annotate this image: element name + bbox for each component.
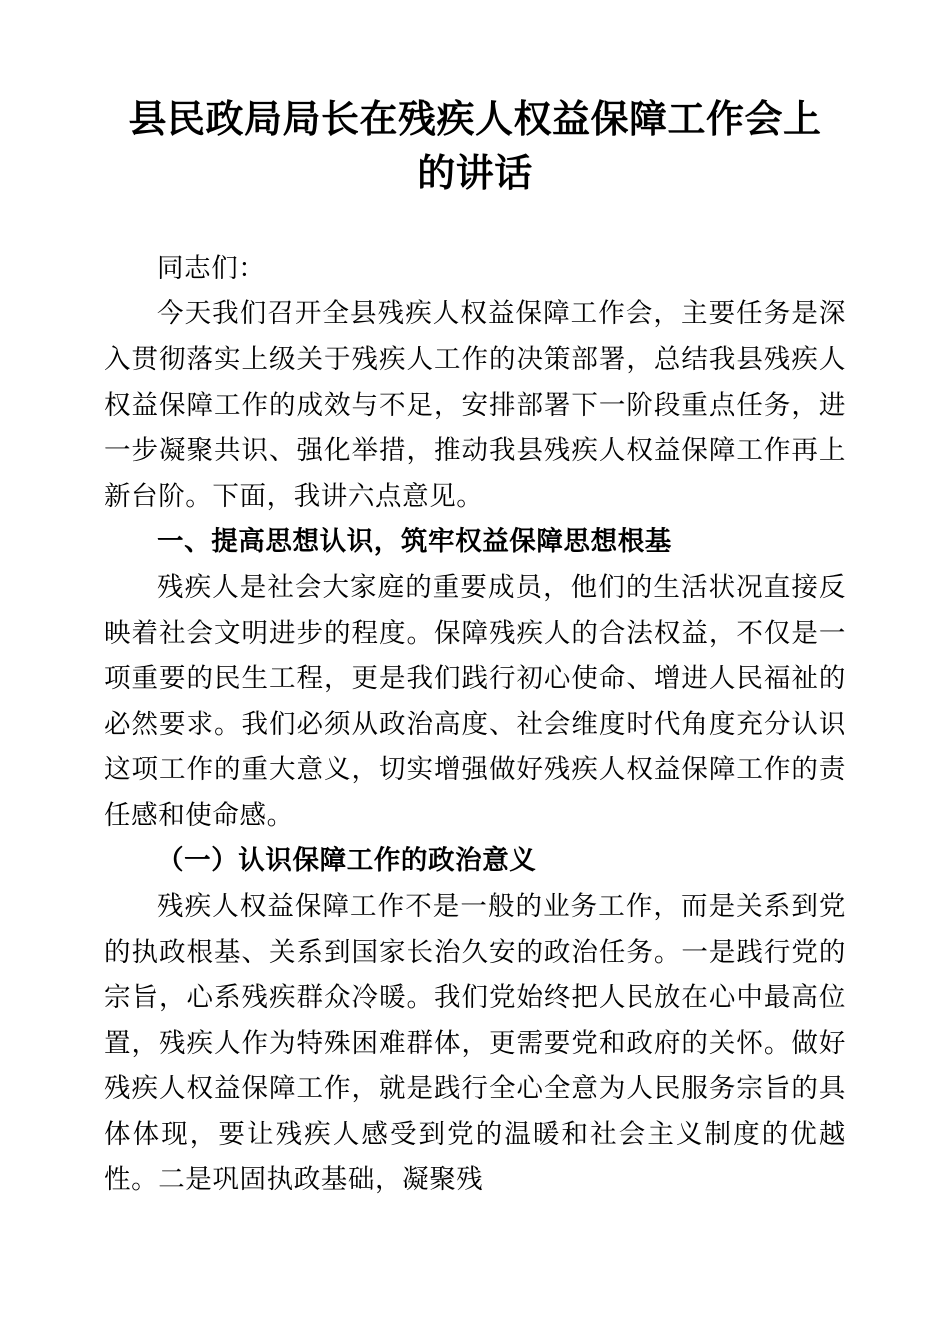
page-title: 县民政局局长在残疾人权益保障工作会上的讲话 xyxy=(128,96,822,195)
paragraph-opening: 今天我们召开全县残疾人权益保障工作会，主要任务是深入贯彻落实上级关于残疾人工作的决策部署，总结我县残疾人权益保障工作的成效与不足，安排部署下一阶段重点任务，进一步凝聚共识、强化举措，推动我县残疾人权益保障工作再上新台阶。下面，我讲六点意见。 xyxy=(104,298,846,512)
paragraph-salutation: 同志们： xyxy=(157,252,266,284)
paragraph-subsection1-body: 残疾人权益保障工作不是一般的业务工作，而是关系到党的执政根基、关系到国家长治久安的政治任务。一是践行党的宗旨，心系残疾群众冷暖。我们党始终把人民放在心中最高位置，残疾人作为特殊困难群体，更需要党和政府的关怀。做好残疾人权益保障工作，就是践行全心全意为人民服务宗旨的具体体现，要让残疾人感受到党的温暖和社会主义制度的优越性。二是巩固执政基础，凝聚残 xyxy=(104,891,846,1196)
section-heading-1: 一、提高思想认识，筑牢权益保障思想根基 xyxy=(157,526,672,558)
paragraph-section1-body: 残疾人是社会大家庭的重要成员，他们的生活状况直接反映着社会文明进步的程度。保障残疾人的合法权益，不仅是一项重要的民生工程，更是我们践行初心使命、增进人民福祉的必然要求。我们必须从政治高度、社会维度时代角度充分认识这项工作的重大意义，切实增强做好残疾人权益保障工作的责任感和使命感。 xyxy=(104,571,846,831)
subsection-heading-1-1: （一）认识保障工作的政治意义 xyxy=(157,845,537,877)
